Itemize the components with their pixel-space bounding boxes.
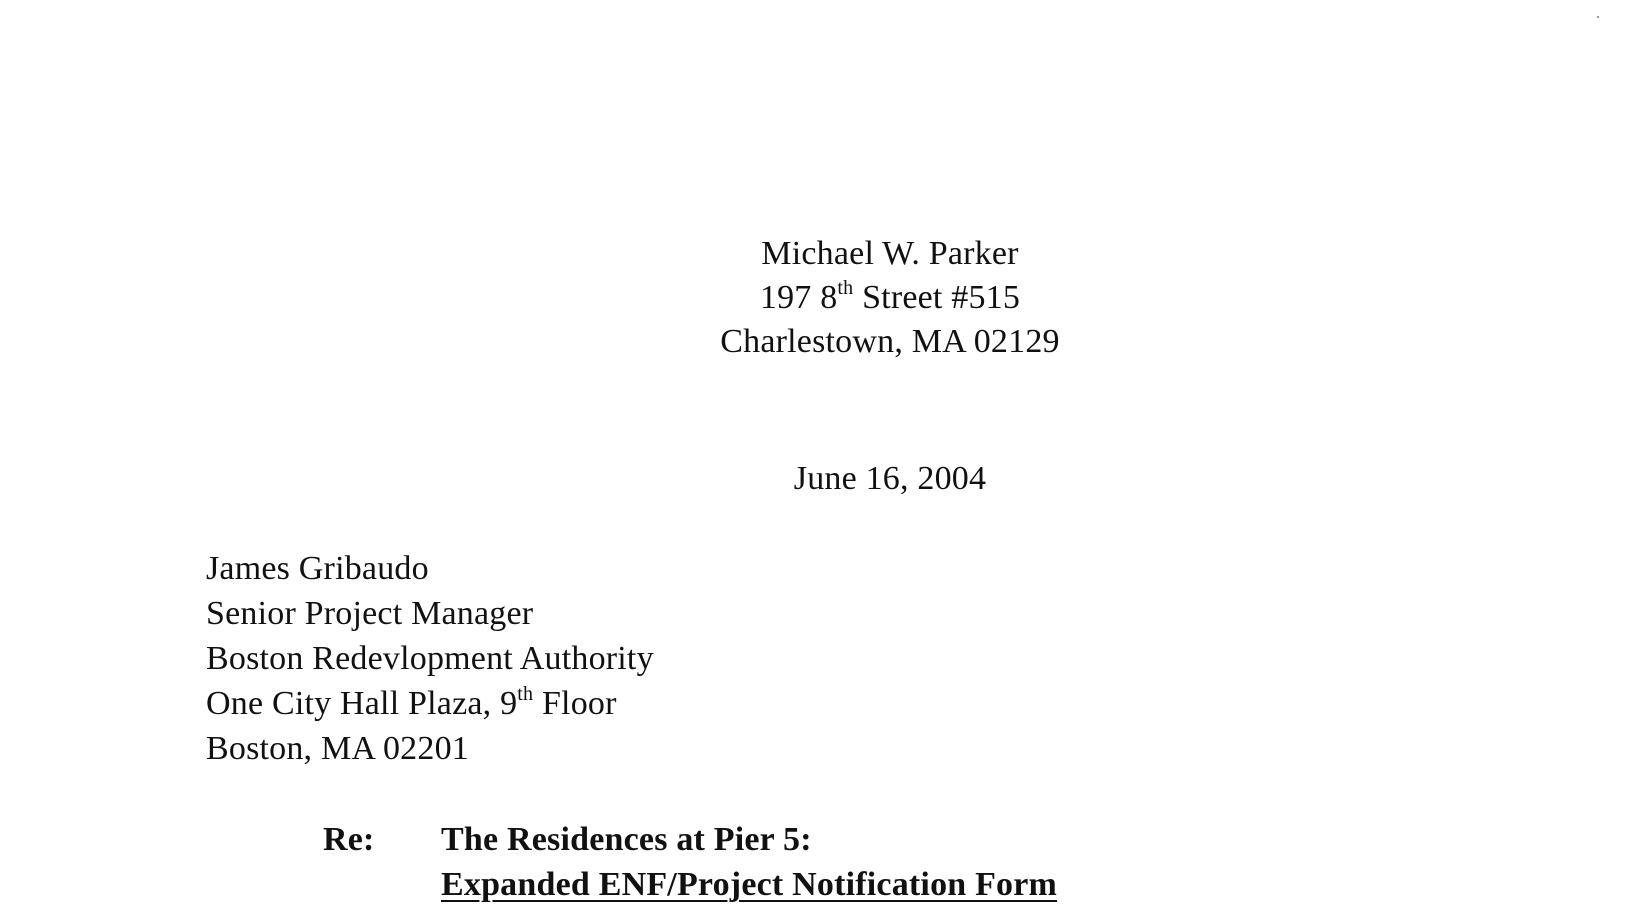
sender-street-suffix: Street #515 (853, 279, 1021, 316)
sender-street (0, 278, 1650, 318)
sender-name: Michael W. Parker (761, 235, 1019, 272)
recipient-organization: Boston Redevlopment Authority (206, 640, 654, 677)
subject-line-1: The Residences at Pier 5: (441, 821, 812, 858)
sender-street-prefix: 197 8 (759, 279, 838, 316)
sender-city-line: Charlestown, MA 02129 (720, 323, 1060, 360)
scan-speck (1597, 16, 1599, 18)
recipient-name: James Gribaudo (206, 550, 429, 587)
subject-line-2: Expanded ENF/Project Notification Form (441, 866, 1058, 903)
subject-label: Re: (323, 821, 375, 858)
letter-date: June 16, 2004 (793, 460, 987, 497)
recipient-address (206, 684, 617, 724)
recipient-title: Senior Project Manager (206, 595, 534, 632)
recipient-address-sup: th (517, 683, 534, 705)
recipient-city-line: Boston, MA 02201 (206, 730, 469, 767)
sender-street-sup: th (837, 277, 854, 299)
recipient-address-prefix: One City Hall Plaza, 9 (206, 685, 518, 722)
recipient-address-suffix: Floor (533, 685, 617, 722)
